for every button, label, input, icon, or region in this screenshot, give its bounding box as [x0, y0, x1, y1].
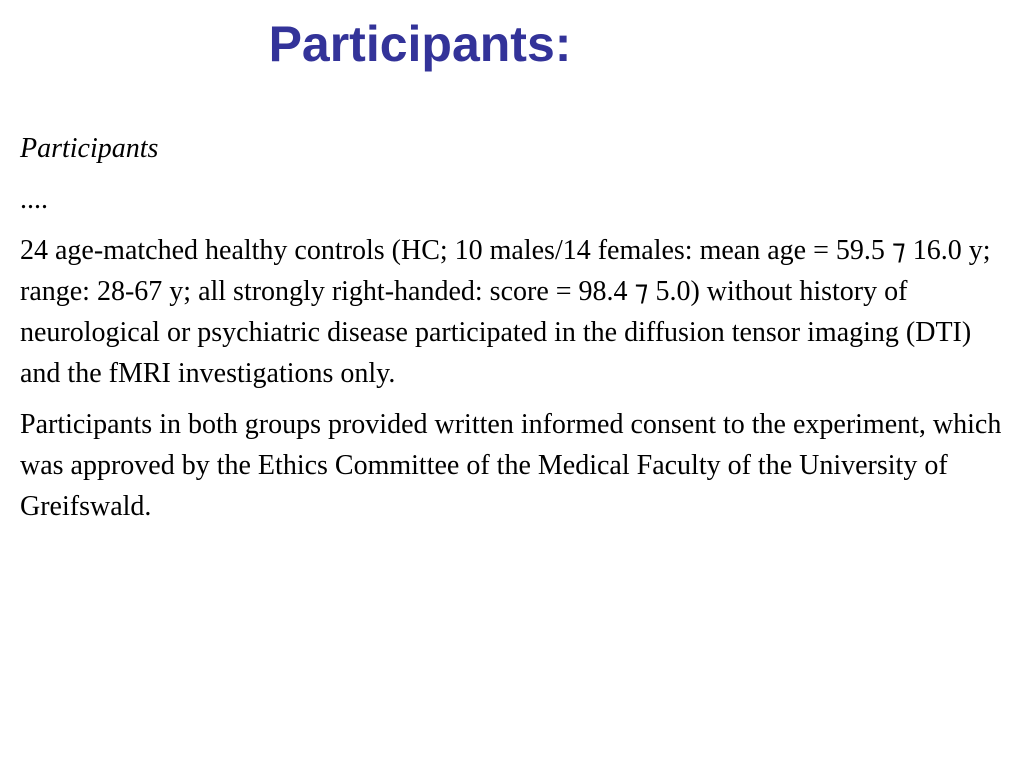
- slide-title: Participants:: [268, 16, 572, 72]
- section-subheading: Participants: [20, 133, 159, 164]
- ellipsis-text: ....: [20, 184, 48, 215]
- body-paragraph-controls: 24 age-matched healthy controls (HC; 10 males/14 females: mean age = 59.5 ⁊ 16.0 y; range: 28-67 y; all strongly right-handed: score = 98.4 ⁊ 5.0) without history of neurological or psychiatric disease participated in the diffusion tensor imaging (DTI) and the fMRI investigations only.: [20, 235, 991, 389]
- slide-body: [20, 128, 1016, 537]
- body-paragraph-consent: Participants in both groups provided written informed consent to the experiment, which was approved by the Ethics Committee of the Medical Faculty of the University of Greifswald.: [20, 409, 1002, 522]
